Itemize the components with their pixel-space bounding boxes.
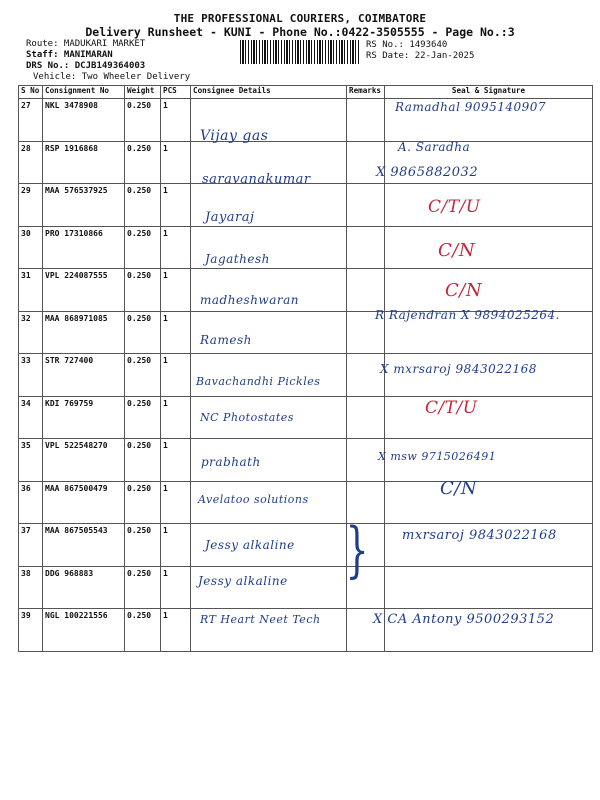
handwritten-consignee-name: RT Heart Neet Tech [200, 613, 321, 626]
handwritten-consignee-name: Avelatoo solutions [198, 493, 309, 506]
handwritten-signature: C/T/U [425, 398, 478, 418]
row-remarks [347, 396, 385, 439]
handwritten-signature: X msw 9715026491 [378, 450, 497, 463]
row-weight: 0.250 [125, 311, 161, 354]
row-weight: 0.250 [125, 99, 161, 142]
row-consignment-no: VPL 224087555 [43, 269, 125, 312]
row-consignment-no: MAA 867505543 [43, 524, 125, 567]
row-remarks [347, 354, 385, 397]
table-row [19, 396, 593, 439]
row-sno: 37 [19, 524, 43, 567]
handwritten-consignee-name: Jessy alkaline [198, 574, 288, 588]
row-consignment-no: STR 727400 [43, 354, 125, 397]
rs-date: RS Date: 22-Jan-2025 [366, 51, 475, 61]
row-remarks [347, 226, 385, 269]
row-weight: 0.250 [125, 226, 161, 269]
handwritten-signature: X CA Antony 9500293152 [373, 612, 555, 627]
col-consignee: Consignee Details [191, 86, 347, 99]
drs-number: DRS No.: DCJB149364003 [26, 61, 146, 71]
handwritten-signature: A. Saradha [398, 140, 471, 154]
row-consignment-no: NKL 3478908 [43, 99, 125, 142]
brace-mark: } [345, 515, 369, 585]
row-weight: 0.250 [125, 269, 161, 312]
row-consignment-no: VPL 522548270 [43, 439, 125, 482]
handwritten-signature: R Rajendran X 9894025264. [375, 308, 560, 322]
table-row [19, 269, 593, 312]
rs-number: RS No.: 1493640 [366, 40, 448, 50]
row-weight: 0.250 [125, 609, 161, 652]
vehicle-label: Vehicle: Two Wheeler Delivery [33, 72, 191, 82]
row-pcs: 1 [161, 99, 191, 142]
row-pcs: 1 [161, 396, 191, 439]
row-sno: 34 [19, 396, 43, 439]
row-pcs: 1 [161, 184, 191, 227]
document-title: THE PROFESSIONAL COURIERS, COIMBATORE [173, 12, 427, 25]
row-pcs: 1 [161, 311, 191, 354]
row-pcs: 1 [161, 524, 191, 567]
row-consignment-no: MAA 868971085 [43, 311, 125, 354]
table-row [19, 566, 593, 609]
row-weight: 0.250 [125, 141, 161, 184]
row-consignment-no: PRO 17310866 [43, 226, 125, 269]
row-consignment-no: NGL 100221556 [43, 609, 125, 652]
handwritten-consignee-name: NC Photostates [200, 411, 294, 424]
row-signature [385, 226, 593, 269]
handwritten-consignee-name: Ramesh [200, 333, 252, 347]
row-weight: 0.250 [125, 396, 161, 439]
row-weight: 0.250 [125, 481, 161, 524]
row-weight: 0.250 [125, 566, 161, 609]
row-weight: 0.250 [125, 354, 161, 397]
handwritten-consignee-name: Vijay gas [200, 128, 269, 144]
handwritten-consignee-name: Jagathesh [205, 252, 270, 266]
row-sno: 30 [19, 226, 43, 269]
row-sno: 33 [19, 354, 43, 397]
table-header-row [19, 86, 593, 99]
row-remarks [347, 184, 385, 227]
row-pcs: 1 [161, 609, 191, 652]
row-sno: 27 [19, 99, 43, 142]
handwritten-signature: Ramadhal 9095140907 [395, 100, 547, 114]
staff-label: Staff: MANIMARAN [26, 50, 113, 60]
row-signature [385, 184, 593, 227]
col-sno: S No [19, 86, 43, 99]
row-sno: 35 [19, 439, 43, 482]
handwritten-signature: X mxrsaroj 9843022168 [380, 362, 537, 376]
row-sno: 29 [19, 184, 43, 227]
handwritten-signature: C/N [445, 280, 483, 301]
handwritten-signature: C/T/U [428, 197, 481, 217]
row-pcs: 1 [161, 354, 191, 397]
row-consignment-no: MAA 867500479 [43, 481, 125, 524]
row-weight: 0.250 [125, 524, 161, 567]
table-row [19, 226, 593, 269]
row-pcs: 1 [161, 481, 191, 524]
row-sno: 32 [19, 311, 43, 354]
row-signature [385, 269, 593, 312]
handwritten-signature: X 9865882032 [376, 165, 479, 180]
col-remarks: Remarks [347, 86, 385, 99]
row-remarks [347, 269, 385, 312]
row-signature [385, 566, 593, 609]
document-subtitle: Delivery Runsheet - KUNI - Phone No.:0422-3505555 - Page No.:3 [85, 25, 515, 39]
row-pcs: 1 [161, 566, 191, 609]
col-consignment: Consignment No [43, 86, 125, 99]
row-sno: 39 [19, 609, 43, 652]
row-sno: 31 [19, 269, 43, 312]
col-pcs: PCS [161, 86, 191, 99]
row-consignment-no: MAA 576537925 [43, 184, 125, 227]
row-signature [385, 396, 593, 439]
row-sno: 28 [19, 141, 43, 184]
row-pcs: 1 [161, 439, 191, 482]
row-pcs: 1 [161, 226, 191, 269]
row-sno: 36 [19, 481, 43, 524]
handwritten-signature: C/N [438, 240, 476, 261]
row-consignment-no: RSP 1916868 [43, 141, 125, 184]
barcode [240, 40, 360, 64]
row-pcs: 1 [161, 269, 191, 312]
handwritten-consignee-name: prabhath [201, 455, 261, 469]
handwritten-consignee-name: madheshwaran [200, 293, 299, 307]
row-remarks [347, 99, 385, 142]
row-consignment-no: DDG 968883 [43, 566, 125, 609]
handwritten-signature: mxrsaroj 9843022168 [402, 528, 557, 543]
col-weight: Weight [125, 86, 161, 99]
row-consignment-no: KDI 769759 [43, 396, 125, 439]
row-pcs: 1 [161, 141, 191, 184]
handwritten-consignee-name: Jayaraj [205, 210, 255, 225]
table-row [19, 439, 593, 482]
col-signature: Seal & Signature [385, 86, 593, 99]
route-label: Route: MADUKARI MARKET [26, 39, 146, 49]
row-signature [385, 481, 593, 524]
handwritten-consignee-name: Bavachandhi Pickles [196, 375, 321, 388]
row-weight: 0.250 [125, 439, 161, 482]
handwritten-consignee-name: saravanakumar [202, 172, 311, 187]
table-row [19, 184, 593, 227]
handwritten-signature: C/N [440, 478, 478, 499]
handwritten-consignee-name: Jessy alkaline [205, 538, 295, 552]
row-sno: 38 [19, 566, 43, 609]
row-weight: 0.250 [125, 184, 161, 227]
